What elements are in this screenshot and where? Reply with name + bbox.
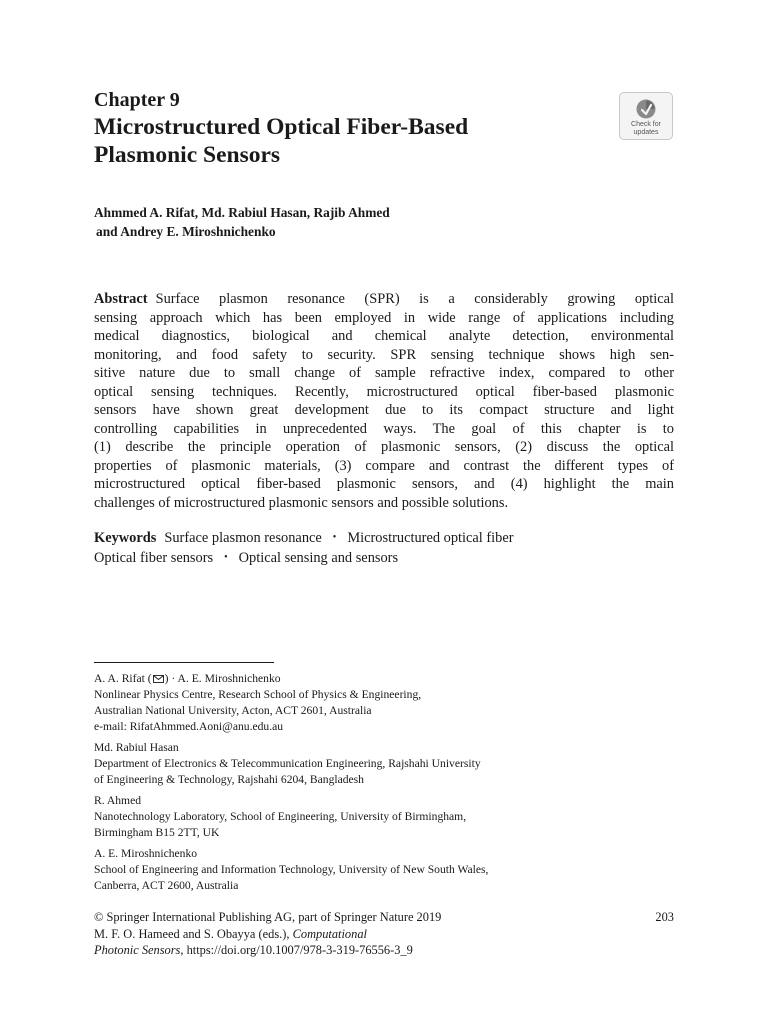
affiliation-line: School of Engineering and Information Technology, University of New South Wales, [94, 863, 489, 876]
page-number: 203 [655, 910, 674, 924]
check-for-updates-label: Check for [631, 121, 661, 128]
affiliation-block [94, 846, 674, 894]
keywords [94, 528, 674, 568]
affiliation-block [94, 671, 674, 735]
affiliation-names: A. E. Miroshnichenko [94, 847, 198, 860]
affiliation-line: Australian National University, Acton, ACT 2601, Australia [94, 704, 372, 717]
editors-text: M. F. O. Hameed and S. Obayya (eds.), [94, 926, 293, 941]
book-title: Photonic Sensors [94, 943, 181, 957]
affiliation-block [94, 740, 674, 788]
affiliation-line: of Engineering & Technology, Rajshahi 6204, Bangladesh [94, 773, 364, 786]
keywords-row [94, 548, 674, 568]
abstract-text: Surface plasmon resonance (SPR) is a considerably growing optical [155, 291, 674, 307]
copyright-line: © Springer International Publishing AG, part of Springer Nature 2019 [94, 910, 442, 924]
doi-line [94, 942, 674, 959]
affiliation-line: Nanotechnology Laboratory, School of Engineering, University of Birmingham, [94, 810, 467, 823]
affiliation-name-text: A. A. Rifat ( [94, 672, 152, 685]
publication-footer [94, 909, 674, 959]
email-link[interactable]: e-mail: RifatAhmmed.Aoni@anu.edu.au [94, 720, 284, 733]
keyword-item: Microstructured optical fiber [347, 530, 514, 546]
affiliation-line: Birmingham B15 2TT, UK [94, 826, 220, 839]
check-for-updates-label: updates [633, 129, 659, 136]
abstract-line [94, 290, 674, 309]
keyword-separator: • [224, 552, 228, 563]
author-line: and Andrey E. Miroshnichenko [96, 224, 276, 239]
doi-link[interactable]: , https://doi.org/10.1007/978-3-319-76556-3_9 [180, 943, 413, 957]
abstract-line: monitoring, and food safety to security. SPR sensing technique shows high sen- [94, 346, 674, 363]
author-list [94, 203, 674, 241]
affiliation-names [94, 671, 674, 687]
keyword-item: Surface plasmon resonance [164, 530, 322, 546]
footnote-divider [94, 662, 274, 663]
affiliation-line: Nonlinear Physics Centre, Research School of Physics & Engineering, [94, 688, 422, 701]
abstract-line: properties of plasmonic materials, (3) compare and contrast the different types of [94, 457, 674, 474]
chapter-title [94, 113, 594, 169]
keywords-heading: Keywords [94, 530, 157, 546]
chapter-label: Chapter 9 [94, 89, 180, 111]
check-for-updates-badge[interactable] [619, 92, 673, 140]
affiliation-names: R. Ahmed [94, 794, 142, 807]
keywords-row [94, 528, 674, 548]
abstract-line: sensing approach which has been employed in wide range of applications including [94, 309, 674, 326]
abstract [94, 290, 674, 512]
affiliation-line: Department of Electronics & Telecommunication Engineering, Rajshahi University [94, 757, 481, 770]
keyword-item: Optical fiber sensors [94, 550, 214, 566]
editors-line [94, 926, 674, 943]
abstract-line: sitive nature due to small change of sample refractive index, compared to other [94, 365, 674, 381]
chapter-title-line: Plasmonic Sensors [94, 142, 281, 168]
abstract-line: medical diagnostics, biological and chemical analyte detection, environmental [94, 328, 674, 344]
keyword-separator: • [332, 532, 337, 543]
affiliation-names: Md. Rabiul Hasan [94, 741, 179, 754]
chapter-title-line: Microstructured Optical Fiber-Based [94, 114, 469, 140]
envelope-icon[interactable] [153, 675, 164, 683]
author-line: Ahmmed A. Rifat, Md. Rabiul Hasan, Rajib Ahmed [94, 205, 390, 220]
abstract-line: controlling capabilities in unprecedented ways. The goal of this chapter is to [94, 420, 674, 437]
abstract-line: microstructured optical fiber-based plasmonic sensors, and (4) highlight the main [94, 476, 674, 492]
affiliation-name-text: ) · A. E. Miroshnichenko [164, 672, 281, 685]
keyword-item: Optical sensing and sensors [238, 550, 399, 566]
check-for-updates-icon [635, 98, 657, 120]
abstract-line: sensors have shown great development due to its compact structure and light [94, 402, 674, 418]
abstract-line: optical sensing techniques. Recently, microstructured optical fiber-based plasmonic [94, 383, 674, 400]
abstract-line: (1) describe the principle operation of plasmonic sensors, (2) discuss the optical [94, 439, 674, 455]
abstract-line: challenges of microstructured plasmonic sensors and possible solutions. [94, 494, 509, 511]
affiliations [94, 671, 674, 899]
abstract-heading: Abstract [94, 291, 148, 307]
affiliation-line: Canberra, ACT 2600, Australia [94, 879, 239, 892]
book-title: Computational [292, 926, 367, 941]
affiliation-block [94, 793, 674, 841]
